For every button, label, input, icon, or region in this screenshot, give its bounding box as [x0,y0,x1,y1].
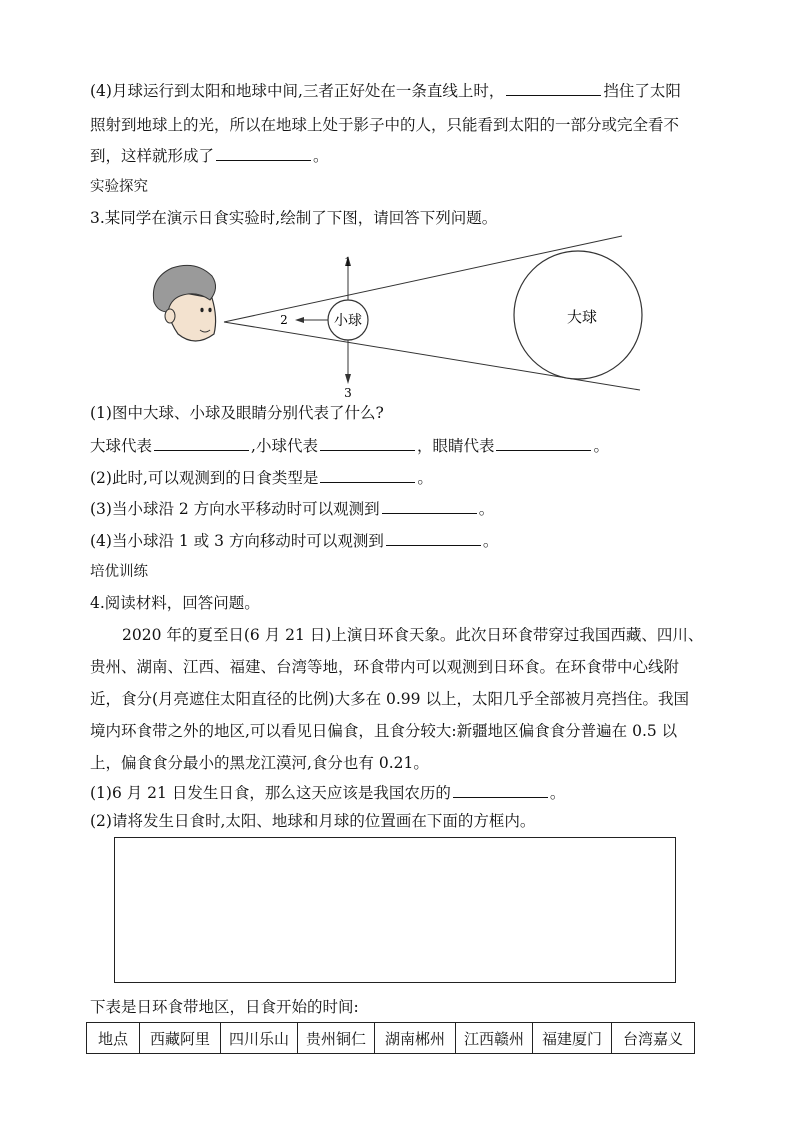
text: (4)月球运行到太阳和地球中间,三者正好处在一条直线上时， [90,82,505,100]
answer-blank[interactable] [453,783,548,798]
text: 挡住了太阳 [603,82,681,100]
text: (4)当小球沿 1 或 3 方向移动时可以观测到 [90,532,384,550]
q3-sub3 [90,498,494,520]
section-heading-experiment: 实验探究 [90,179,148,195]
q2-4-line2: 照射到地球上的光，所以在地球上处于影子中的人，只能看到太阳的一部分或完全看不 [90,116,680,134]
text: 。 [482,532,499,550]
eclipse-time-table [86,1022,695,1054]
text: 。 [417,469,433,487]
text: (3)当小球沿 2 方向水平移动时可以观测到 [90,500,380,518]
text: 。 [478,500,495,518]
q3-sub4 [90,530,498,552]
text: ,小球代表 [251,437,318,455]
text: 到，这样就形成了 [90,147,215,165]
q2-4-line3 [90,145,329,167]
answer-blank[interactable] [496,436,591,451]
q3-sub2 [90,467,433,489]
q4-stem: 4.阅读材料，回答问题。 [90,594,260,612]
answer-blank[interactable] [154,436,249,451]
answer-blank[interactable] [320,468,415,483]
child-head-icon [153,265,215,341]
table-cell: 西藏阿里 [140,1023,221,1054]
text: 大球代表 [90,437,153,455]
arrow-3-head [345,374,351,384]
answer-blank[interactable] [506,81,601,96]
answer-blank[interactable] [216,146,311,161]
q3-sub1-answers [90,435,609,457]
arrow-label-2: 2 [280,313,288,327]
section-heading-advanced: 培优训练 [90,564,148,580]
answer-blank[interactable] [320,436,415,451]
text: 。 [593,437,609,455]
table-cell: 湖南郴州 [375,1023,456,1054]
table-cell: 福建厦门 [533,1023,612,1054]
answer-blank[interactable] [382,499,477,514]
big-ball-label: 大球 [566,308,598,326]
table-cell: 江西赣州 [456,1023,533,1054]
table-row [87,1023,695,1054]
table-cell: 台湾嘉义 [612,1023,695,1054]
q4-paragraph-line: 上，偏食食分最小的黑龙江漠河,食分也有 0.21。 [90,754,429,772]
eclipse-diagram [140,230,660,400]
answer-blank[interactable] [386,531,481,546]
q4-sub1 [90,782,565,804]
table-cell: 地点 [87,1023,140,1054]
arrow-2-head [295,317,304,323]
q4-paragraph-line: 2020 年的夏至日(6 月 21 日)上演日环食天象。此次日环食带穿过我国西藏、四川、 [122,626,704,644]
q4-paragraph-line: 境内环食带之外的地区,可以看见日偏食，且食分较大:新疆地区偏食食分普遍在 0.5 以 [90,722,678,740]
table-cell: 贵州铜仁 [298,1023,375,1054]
text: 。 [313,147,329,165]
drawing-answer-box[interactable] [114,837,676,983]
table-cell: 四川乐山 [221,1023,298,1054]
q4-paragraph-line: 近，食分(月亮遮住太阳直径的比例)大多在 0.99 以上，太阳几乎全部被月亮挡住。我国 [90,690,689,708]
q2-4-line1 [90,80,681,102]
text: ，眼睛代表 [416,437,495,455]
text: 。 [549,784,566,802]
small-ball-label: 小球 [334,313,362,329]
arrow-label-1: 1 [344,255,352,269]
q4-sub2: (2)请将发生日食时,太阳、地球和月球的位置画在下面的方框内。 [90,812,536,830]
q4-paragraph-line: 贵州、湖南、江西、福建、台湾等地，环食带内可以观测到日环食。在环食带中心线附 [90,658,680,676]
q3-sub1: (1)图中大球、小球及眼睛分别代表了什么? [90,404,384,422]
q3-stem: 3.某同学在演示日食实验时,绘制了下图，请回答下列问题。 [90,209,498,227]
text: (2)此时,可以观测到的日食类型是 [90,469,319,487]
text: (1)6 月 21 日发生日食，那么这天应该是我国农历的 [90,784,451,802]
arrow-label-3: 3 [344,386,352,400]
table-caption: 下表是日环食带地区，日食开始的时间: [90,998,359,1016]
